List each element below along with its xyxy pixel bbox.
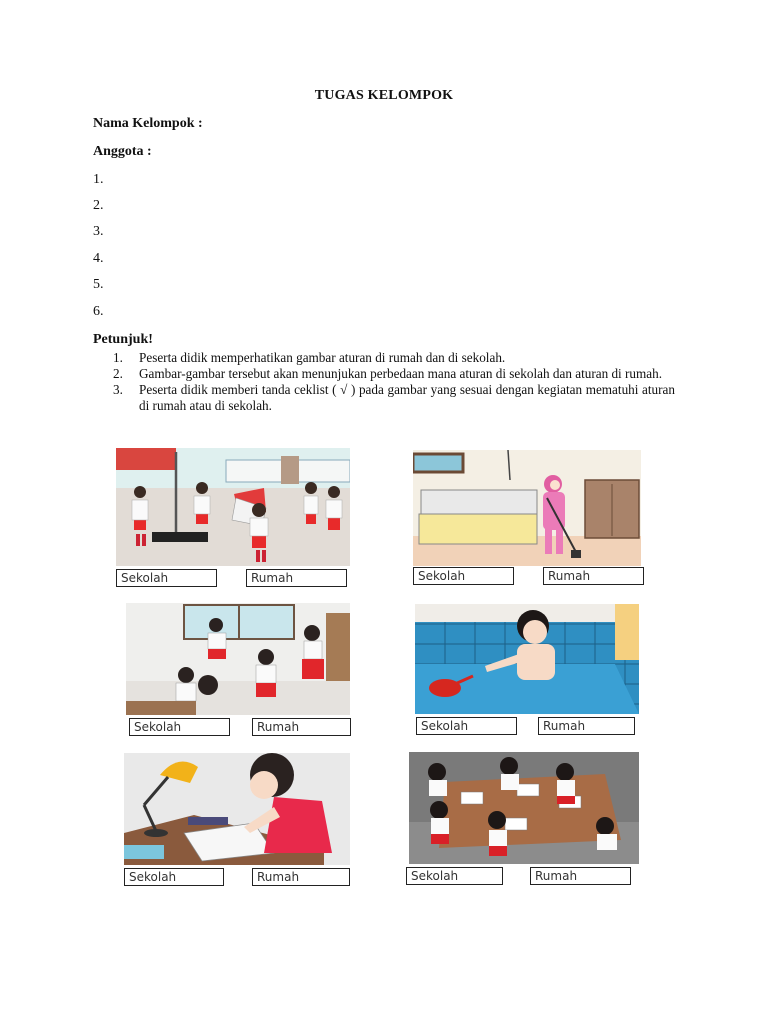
rumah-checkbox[interactable]: Rumah	[538, 717, 635, 735]
cleaning-classroom-illustration	[126, 603, 350, 715]
sekolah-checkbox[interactable]: Sekolah	[406, 867, 503, 885]
instructions-list	[113, 350, 675, 414]
instruction-item	[113, 350, 675, 366]
member-2: 2.	[93, 198, 104, 213]
instructions-heading: Petunjuk!	[93, 332, 153, 347]
member-1: 1.	[93, 172, 104, 187]
instruction-item	[113, 366, 675, 382]
studying-at-desk-illustration	[124, 753, 350, 865]
instruction-text: Gambar-gambar tersebut akan menunjukan perbedaan mana aturan di sekolah dan aturan di rumah.	[139, 366, 662, 381]
group-name-label: Nama Kelompok :	[93, 116, 203, 131]
group-study-illustration	[409, 752, 639, 864]
flag-ceremony-illustration	[116, 448, 350, 566]
rumah-checkbox[interactable]: Rumah	[252, 868, 350, 886]
member-4: 4.	[93, 251, 104, 266]
member-5: 5.	[93, 277, 104, 292]
rumah-checkbox[interactable]: Rumah	[252, 718, 351, 736]
bathing-illustration	[415, 604, 639, 714]
rumah-checkbox[interactable]: Rumah	[543, 567, 644, 585]
instruction-text: Peserta didik memberi tanda ceklist ( √ ) pada gambar yang sesuai dengan kegiatan mematuhi aturan di rumah atau di sekolah.	[139, 382, 675, 413]
instruction-number: 3.	[113, 382, 123, 397]
sekolah-checkbox[interactable]: Sekolah	[129, 718, 230, 736]
sweeping-bedroom-illustration	[413, 450, 641, 566]
member-6: 6.	[93, 304, 104, 319]
member-3: 3.	[93, 224, 104, 239]
page-title: TUGAS KELOMPOK	[314, 88, 454, 103]
rumah-checkbox[interactable]: Rumah	[530, 867, 631, 885]
instruction-number: 2.	[113, 366, 123, 381]
instruction-number: 1.	[113, 350, 123, 365]
sekolah-checkbox[interactable]: Sekolah	[124, 868, 224, 886]
sekolah-checkbox[interactable]: Sekolah	[416, 717, 517, 735]
sekolah-checkbox[interactable]: Sekolah	[116, 569, 217, 587]
rumah-checkbox[interactable]: Rumah	[246, 569, 347, 587]
instruction-text: Peserta didik memperhatikan gambar aturan di rumah dan di sekolah.	[139, 350, 506, 365]
members-label: Anggota :	[93, 144, 152, 159]
sekolah-checkbox[interactable]: Sekolah	[413, 567, 514, 585]
instruction-item	[113, 382, 675, 414]
